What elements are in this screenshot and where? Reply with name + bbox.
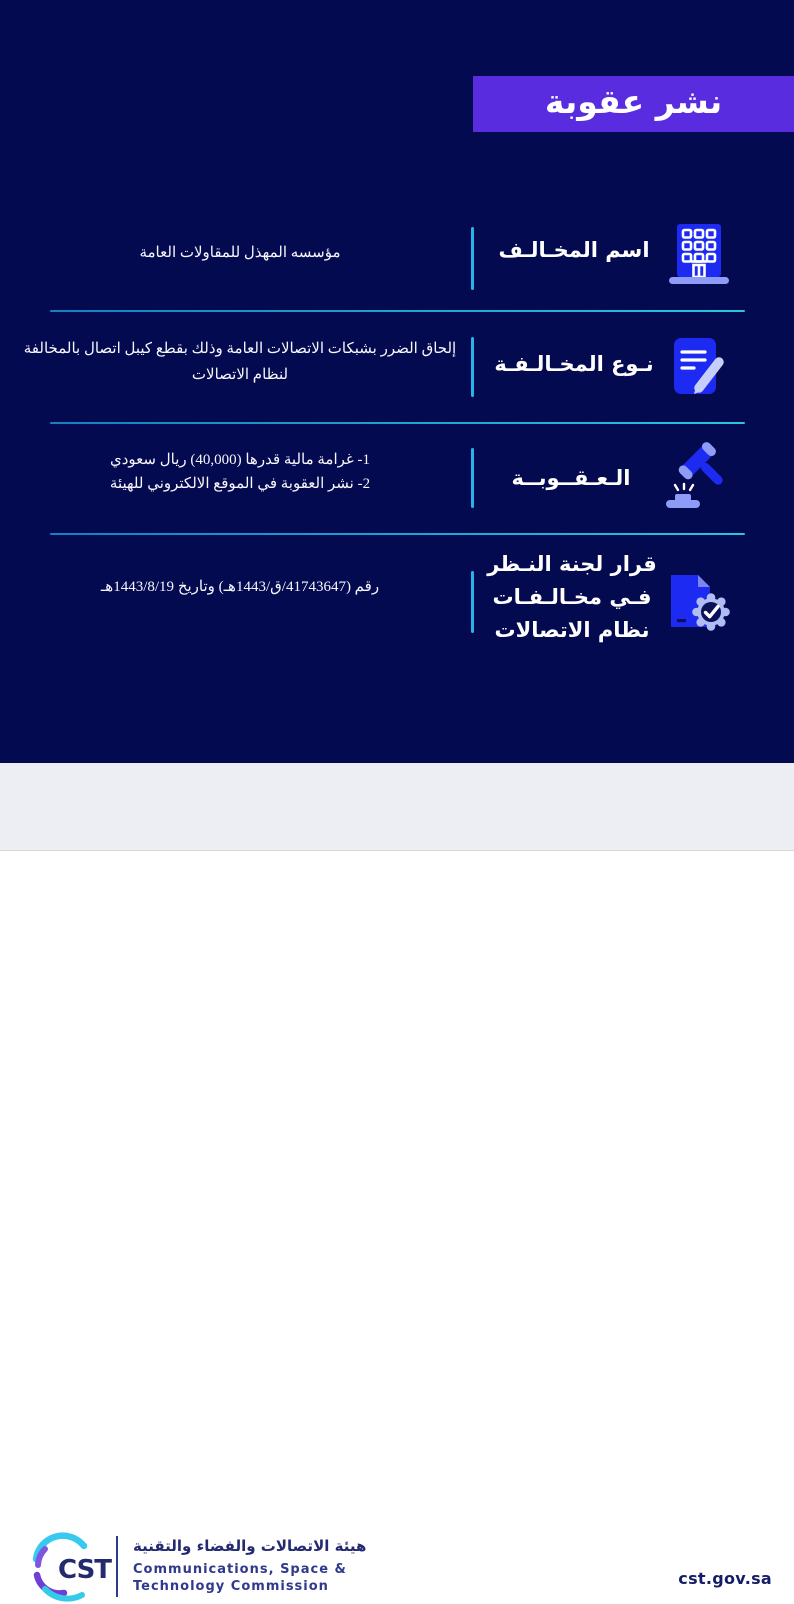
violator-name-line: مؤسسه المهذل للمقاولات العامة — [139, 245, 341, 261]
cst-logo-text: CST — [58, 1555, 112, 1585]
section-divider — [50, 310, 745, 312]
gavel-icon — [664, 440, 736, 510]
penalty-line1: 1- غرامة مالية قدرها (40,000) ريال سعودي — [110, 452, 370, 468]
decision-number-value — [20, 573, 460, 601]
org-name-english-line2: Technology Commission — [133, 1579, 329, 1594]
page-title-banner — [473, 76, 794, 132]
violator-name-label: اسم المخـالـف — [498, 238, 650, 262]
cst-logo — [28, 1532, 112, 1604]
row-divider-vertical — [471, 448, 474, 508]
org-name-arabic: هيئة الاتصالات والفضاء والتقنية — [133, 1537, 367, 1555]
row-divider-vertical — [471, 571, 474, 633]
footer-divider — [116, 1536, 118, 1597]
decision-label-line1: قرار لجنة النـظر — [487, 552, 657, 576]
org-name-english — [133, 1561, 366, 1595]
violation-type-icon — [672, 336, 728, 398]
row-divider-vertical — [471, 227, 474, 290]
footer-org-names — [133, 1537, 366, 1595]
org-name-english-line1: Communications, Space & — [133, 1562, 347, 1577]
penalty-value — [20, 447, 460, 497]
penalty-label: الـعـقــوبــة — [511, 466, 631, 490]
section-divider — [50, 533, 745, 535]
decision-badge-icon — [668, 572, 730, 634]
penalty-line2: 2- نشر العقوبة في الموقع الالكتروني للهيئة — [109, 476, 371, 492]
page-title: نشر عقوبة — [544, 81, 723, 121]
violation-type-line1: إلحاق الضرر بشبكات الاتصالات العامة وذلك بقطع كيبل اتصال بالمخالفة — [23, 341, 457, 357]
section-divider — [50, 422, 745, 424]
building-icon — [668, 222, 730, 286]
violation-type-line2: لنظام الاتصالات — [191, 367, 289, 383]
website-url: cst.gov.sa — [678, 1569, 772, 1588]
violator-name-value — [20, 233, 460, 273]
violation-type-label: نـوع المخـالـفـة — [494, 352, 654, 376]
decision-label-line3: نظام الاتصالات — [494, 618, 650, 642]
decision-label — [484, 548, 660, 647]
footer — [0, 763, 794, 1594]
decision-label-line2: فـي مخـالـفـات — [492, 585, 652, 609]
decision-number-line: رقم (41743647/ق/1443هـ) وتاريخ 1443/8/19هـ — [100, 579, 380, 595]
violation-type-value — [20, 333, 460, 391]
row-divider-vertical — [471, 337, 474, 397]
